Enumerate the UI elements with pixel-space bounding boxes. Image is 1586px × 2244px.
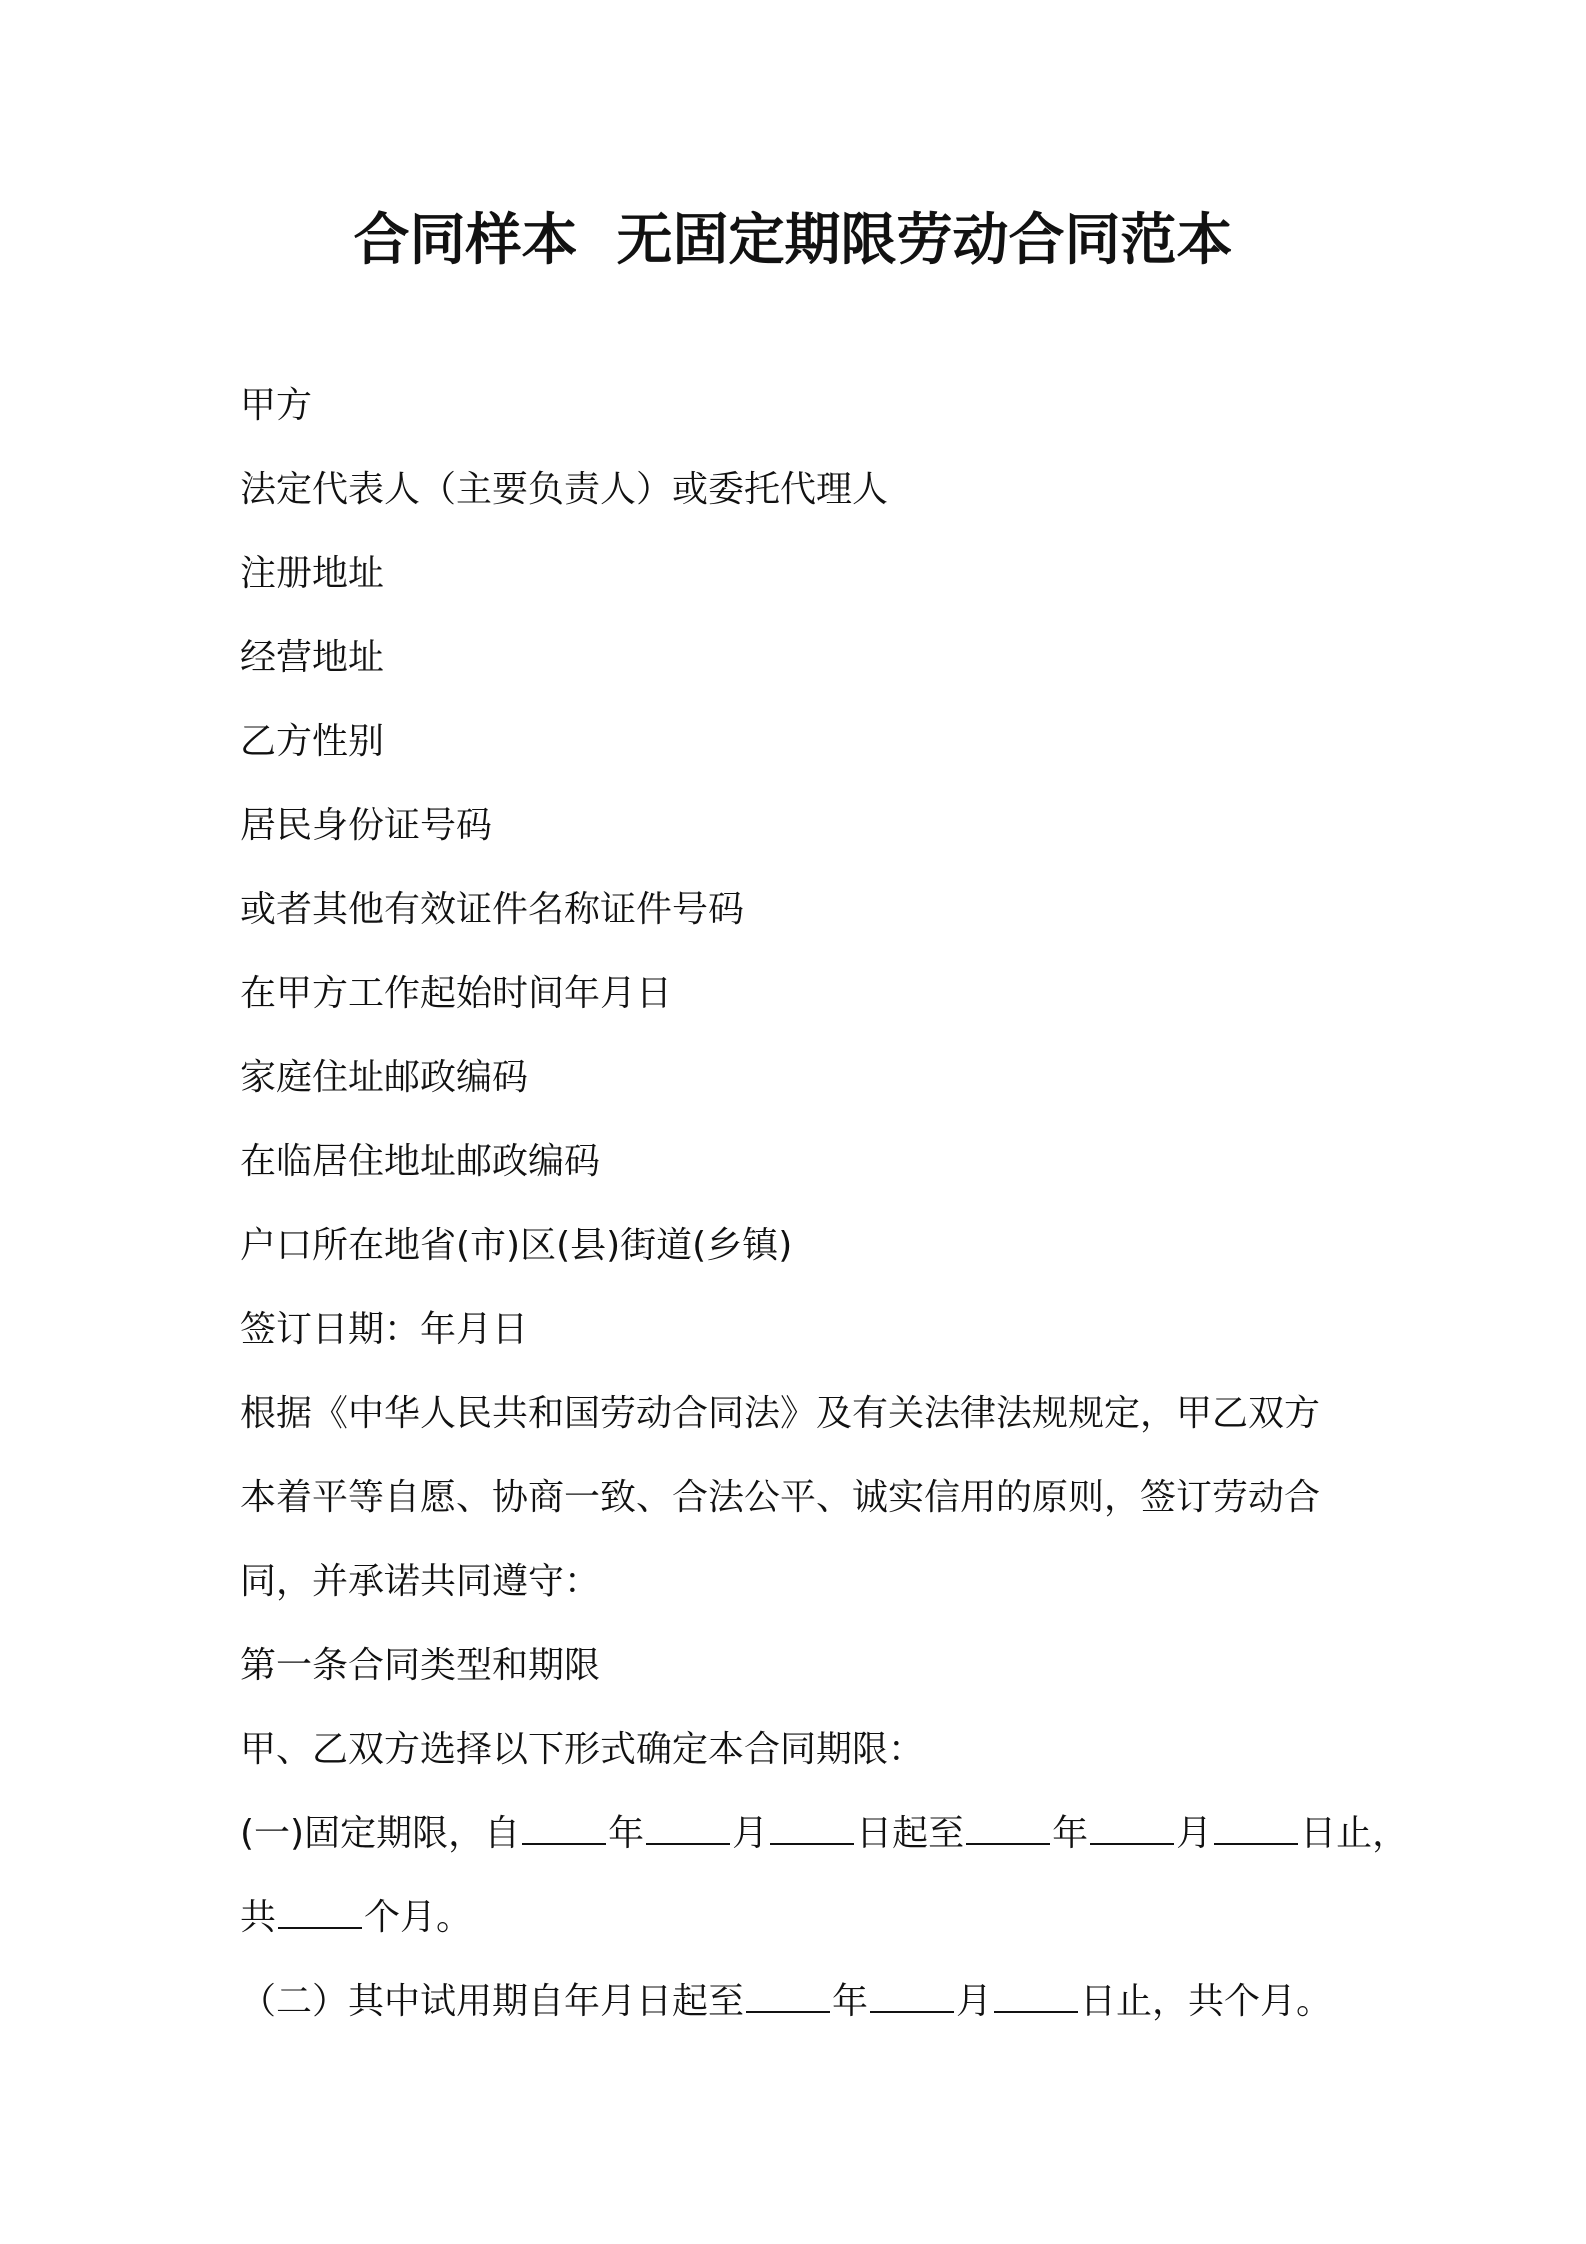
blank-probation-day bbox=[994, 1977, 1078, 2013]
item-2-suffix: 日止，共个月。 bbox=[1080, 1981, 1333, 2022]
article-1-heading: 第一条合同类型和期限 bbox=[240, 1645, 601, 1686]
field-party-b-gender: 乙方性别 bbox=[240, 721, 385, 762]
blank-day-start bbox=[770, 1809, 854, 1845]
preamble-line-1: 根据《中华人民共和国劳动合同法》及有关法律法规规定，甲乙双方 bbox=[240, 1393, 1321, 1434]
blank-probation-month bbox=[870, 1977, 954, 2013]
blank-total-months bbox=[278, 1893, 362, 1929]
blank-month-end bbox=[1090, 1809, 1174, 1845]
item-2-month: 月 bbox=[956, 1981, 993, 2022]
item-1-day-to: 日止， bbox=[1300, 1813, 1409, 1854]
field-start-date: 在甲方工作起始时间年月日 bbox=[240, 973, 673, 1014]
blank-day-end bbox=[1214, 1809, 1298, 1845]
field-registered-address: 注册地址 bbox=[240, 553, 385, 594]
item-1-prefix: (一)固定期限，自 bbox=[240, 1813, 521, 1854]
field-hukou: 户口所在地省(市)区(县)街道(乡镇) bbox=[240, 1225, 793, 1266]
article-1-item-1-total bbox=[240, 1876, 1400, 1960]
item-1-month-2: 月 bbox=[1176, 1813, 1213, 1854]
field-business-address: 经营地址 bbox=[240, 637, 385, 678]
item-2-year: 年 bbox=[832, 1981, 869, 2022]
preamble-line-2: 本着平等自愿、协商一致、合法公平、诚实信用的原则，签订劳动合 bbox=[240, 1477, 1321, 1518]
document-body bbox=[240, 364, 1409, 2044]
blank-month-start bbox=[646, 1809, 730, 1845]
item-1-total-prefix: 共 bbox=[240, 1897, 277, 1938]
blank-probation-year bbox=[746, 1977, 830, 2013]
item-1-month: 月 bbox=[732, 1813, 769, 1854]
item-1-year: 年 bbox=[608, 1813, 645, 1854]
field-sign-date: 签订日期：年月日 bbox=[240, 1309, 529, 1350]
item-2-prefix: （二）其中试用期自年月日起至 bbox=[240, 1981, 745, 2022]
blank-year-start bbox=[522, 1809, 606, 1845]
preamble-line-3: 同，并承诺共同遵守： bbox=[240, 1561, 601, 1602]
item-1-year-2: 年 bbox=[1052, 1813, 1089, 1854]
field-legal-rep: 法定代表人（主要负责人）或委托代理人 bbox=[240, 469, 889, 510]
item-1-total-suffix: 个月。 bbox=[364, 1897, 473, 1938]
article-1-item-1 bbox=[240, 1792, 1409, 1876]
page-title: 合同样本 无固定期限劳动合同范本 bbox=[353, 208, 1233, 273]
field-id-number: 居民身份证号码 bbox=[240, 805, 493, 846]
article-1-intro: 甲、乙双方选择以下形式确定本合同期限： bbox=[240, 1729, 925, 1770]
field-temp-address: 在临居住地址邮政编码 bbox=[240, 1141, 601, 1182]
article-1-item-2 bbox=[240, 1960, 1400, 2044]
blank-year-end bbox=[966, 1809, 1050, 1845]
field-party-a: 甲方 bbox=[240, 385, 313, 426]
item-1-day-from: 日起至 bbox=[856, 1813, 965, 1854]
field-other-id: 或者其他有效证件名称证件号码 bbox=[240, 889, 745, 930]
field-home-address: 家庭住址邮政编码 bbox=[240, 1057, 529, 1098]
